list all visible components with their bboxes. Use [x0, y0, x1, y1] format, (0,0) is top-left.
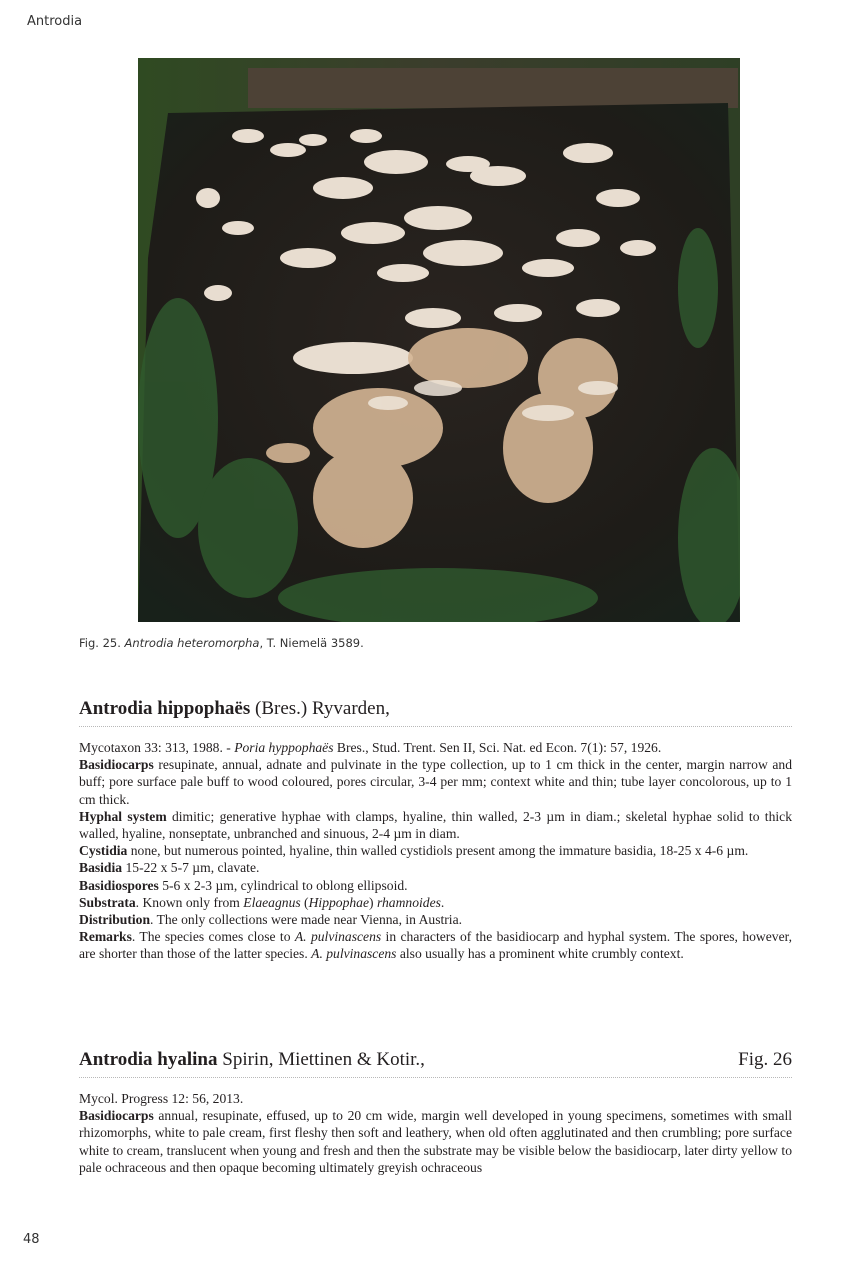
citation-paragraph — [79, 1090, 792, 1107]
species-authority: (Bres.) Ryvarden, — [250, 698, 390, 719]
italic-taxon: A. pulvinascens — [311, 946, 397, 962]
italic-taxon: Elaeagnus — [243, 894, 301, 910]
paragraph-label: Remarks — [79, 929, 132, 945]
caption-species: Antrodia heteromorpha — [124, 636, 260, 650]
paragraph-distribution — [79, 911, 792, 928]
paragraph-basidiospores — [79, 877, 792, 894]
species-authority: Spirin, Miettinen & Kotir., — [217, 1049, 425, 1070]
caption-suffix: , T. Niemelä 3589. — [259, 636, 364, 650]
paragraph-text: in characters of the basidiocarp and hyphal system. The spores, however, are shorter than those of the latter species. — [79, 929, 792, 962]
paragraph-basidia — [79, 859, 792, 876]
figure-photo — [138, 58, 740, 622]
paragraph-basidiocarps — [79, 756, 792, 808]
paragraph-text: dimitic; generative hyphae with clamps, hyaline, thin walled, 2-3 µm in diam.; skeletal hyphae solid to thick walled, hyaline, nonseptate, unbranched and sinuous, 2-4 µm in diam. — [79, 808, 792, 842]
italic-taxon: Hippophae — [308, 894, 370, 910]
species-heading — [79, 1049, 792, 1078]
italic-taxon: rhamnoides — [376, 894, 441, 910]
species-heading — [79, 698, 792, 727]
paragraph-text: Mycol. Progress 12: 56, 2013. — [79, 1091, 244, 1106]
paragraph-label: Substrata — [79, 894, 136, 910]
species-description — [79, 1090, 792, 1176]
paragraph-label: Hyphal system — [79, 808, 167, 824]
paragraph-text: resupinate, annual, adnate and pulvinate in the type collection, up to 1 cm thick in the center, margin narrow and buff; pore surface pale buff to wood coloured, pores circular, 3-4 per mm; context white and thin; tube layer concolorous, up to 1 cm thick. — [79, 757, 792, 807]
paragraph-text: ( — [300, 894, 309, 910]
paragraph-text: none, but numerous pointed, hyaline, thin walled cystidiols present among the immature basidia, 18-25 x 4-6 µm. — [127, 843, 749, 859]
paragraph-text: . The only collections were made near Vienna, in Austria. — [150, 912, 463, 928]
paragraph-label: Distribution — [79, 912, 151, 928]
paragraph-text: . The species comes close to — [131, 929, 295, 945]
paragraph-label: Cystidia — [79, 843, 128, 859]
paragraph-basidiocarps — [79, 1107, 792, 1176]
running-head: Antrodia — [27, 14, 83, 29]
species-name: Antrodia hippophaës — [79, 698, 251, 719]
caption-prefix: Fig. 25. — [79, 636, 125, 650]
fungus-on-stump-image — [138, 58, 740, 622]
page-number: 48 — [23, 1232, 40, 1247]
italic-taxon: Poria hyppophaës — [234, 740, 334, 755]
paragraph-label: Basidia — [79, 860, 123, 876]
paragraph-text: 5-6 x 2-3 µm, cylindrical to oblong ellipsoid. — [158, 877, 408, 893]
paragraph-text: also usually has a prominent white crumbly context. — [396, 946, 684, 962]
paragraph-text: . — [440, 894, 445, 910]
paragraph-text: ) — [369, 894, 377, 910]
paragraph-remarks — [79, 928, 792, 962]
paragraph-text: 15-22 x 5-7 µm, clavate. — [122, 860, 260, 876]
species-description — [79, 739, 792, 963]
paragraph-text: annual, resupinate, effused, up to 20 cm wide, margin well developed in young specimens, sometimes with small rhizomorphs, white to pale cream, first fleshy then soft and leathery, when old often agglutinated and then crumbling; pore surface white to cream, translucent when young and fresh and then the substrate may be visible below the basidiocarp, later dirty yellow to pale ochraceous and then opaque becoming ultimately greyish ochraceous — [79, 1108, 792, 1175]
species-title — [79, 1049, 425, 1071]
paragraph-label: Basidiocarps — [79, 1108, 154, 1124]
paragraph-text: Mycotaxon 33: 313, 1988. - — [79, 740, 235, 755]
paragraph-substrata — [79, 894, 792, 911]
species-title — [79, 698, 390, 720]
paragraph-cystidia — [79, 842, 792, 859]
figure-reference: Fig. 26 — [738, 1049, 792, 1070]
paragraph-text: Bres., Stud. Trent. Sen II, Sci. Nat. ed Econ. 7(1): 57, 1926. — [333, 740, 662, 755]
citation-paragraph — [79, 739, 792, 756]
paragraph-label: Basidiocarps — [79, 757, 154, 773]
italic-taxon: A. pulvinascens — [294, 929, 382, 945]
figure-caption — [79, 636, 364, 650]
species-name: Antrodia hyalina — [79, 1049, 218, 1070]
paragraph-label: Basidiospores — [79, 877, 159, 893]
paragraph-text: . Known only from — [135, 894, 244, 910]
paragraph-hyphal-system — [79, 808, 792, 842]
